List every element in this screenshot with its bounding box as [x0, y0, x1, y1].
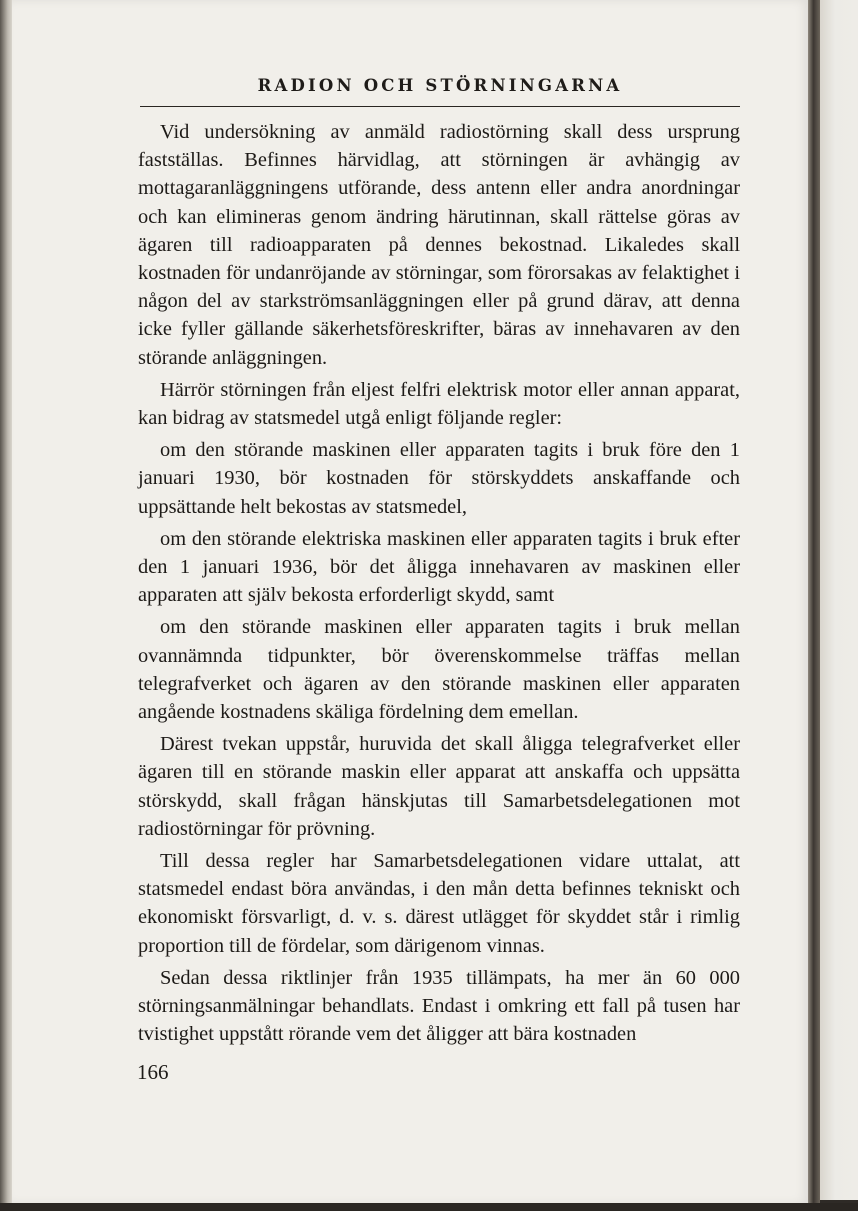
paragraph: Till dessa regler har Samarbetsdelegationen vidare uttalat, att statsmedel endast böra användas, i den mån detta befinnes tekniskt och ekonomiskt försvarligt, d. v. s. därest utlägget för skyddet står i rimlig proportion till de fördelar, som därigenom vinnas. [138, 850, 740, 957]
bottom-edge [0, 1203, 858, 1211]
page-gutter [808, 0, 820, 1211]
paragraph: Vid undersökning av anmäld radiostörning skall dess ursprung fastställas. Befinnes härvidlag, att störningen är avhängig av mottagaranläggningens utförande, dess antenn eller andra anordningar och kan elimineras genom ändring härutinnan, skall rättelse göras av ägaren till radioapparaten på dennes bekostnad. Likaledes skall kostnaden för undanröjande av störningar, som förorsakas av felaktighet i någon del av starkströmsanläggningen eller på grund därav, att denna icke fyller gällande säkerhetsföreskrifter, bäras av innehavaren av den störande anläggningen. [138, 121, 740, 369]
adjacent-page-edge [820, 0, 858, 1200]
paragraph: Därest tvekan uppstår, huruvida det skall åligga telegrafverket eller ägaren till en störande maskin eller apparat att anskaffa och uppsätta störskydd, skall frågan hänskjutas till Samarbetsdelegationen mot radiostörningar för prövning. [138, 733, 740, 840]
paragraph: Härrör störningen från eljest felfri elektrisk motor eller annan apparat, kan bidrag av statsmedel utgå enligt följande regler: [138, 378, 740, 430]
page-number: 166 [137, 1060, 169, 1084]
paragraph: om den störande maskinen eller apparaten tagits i bruk mellan ovannämnda tidpunkter, bör överenskommelse träffas mellan telegrafverket och ägaren av den störande maskinen eller apparaten angående kostnadens skäliga fördelning dem emellan. [138, 616, 740, 724]
paragraph: om den störande maskinen eller apparaten tagits i bruk före den 1 januari 1930, bör kostnaden för störskyddets anskaffande och uppsättande helt bekostas av statsmedel, [138, 439, 740, 518]
paragraph: Sedan dessa riktlinjer från 1935 tillämpats, ha mer än 60 000 störningsanmälningar behandlats. Endast i omkring ett fall på tusen har tvistighet uppstått rörande vem det åligger att bära kostnaden [138, 966, 740, 1046]
running-head: RADION OCH STÖRNINGARNA [257, 76, 623, 95]
header-rule [140, 106, 740, 107]
paragraph: om den störande elektriska maskinen eller apparaten tagits i bruk efter den 1 januari 1936, bör det åligga innehavaren av maskinen eller apparaten att själv bekosta erforderligt skydd, samt [138, 527, 740, 607]
body-text [138, 118, 740, 1053]
